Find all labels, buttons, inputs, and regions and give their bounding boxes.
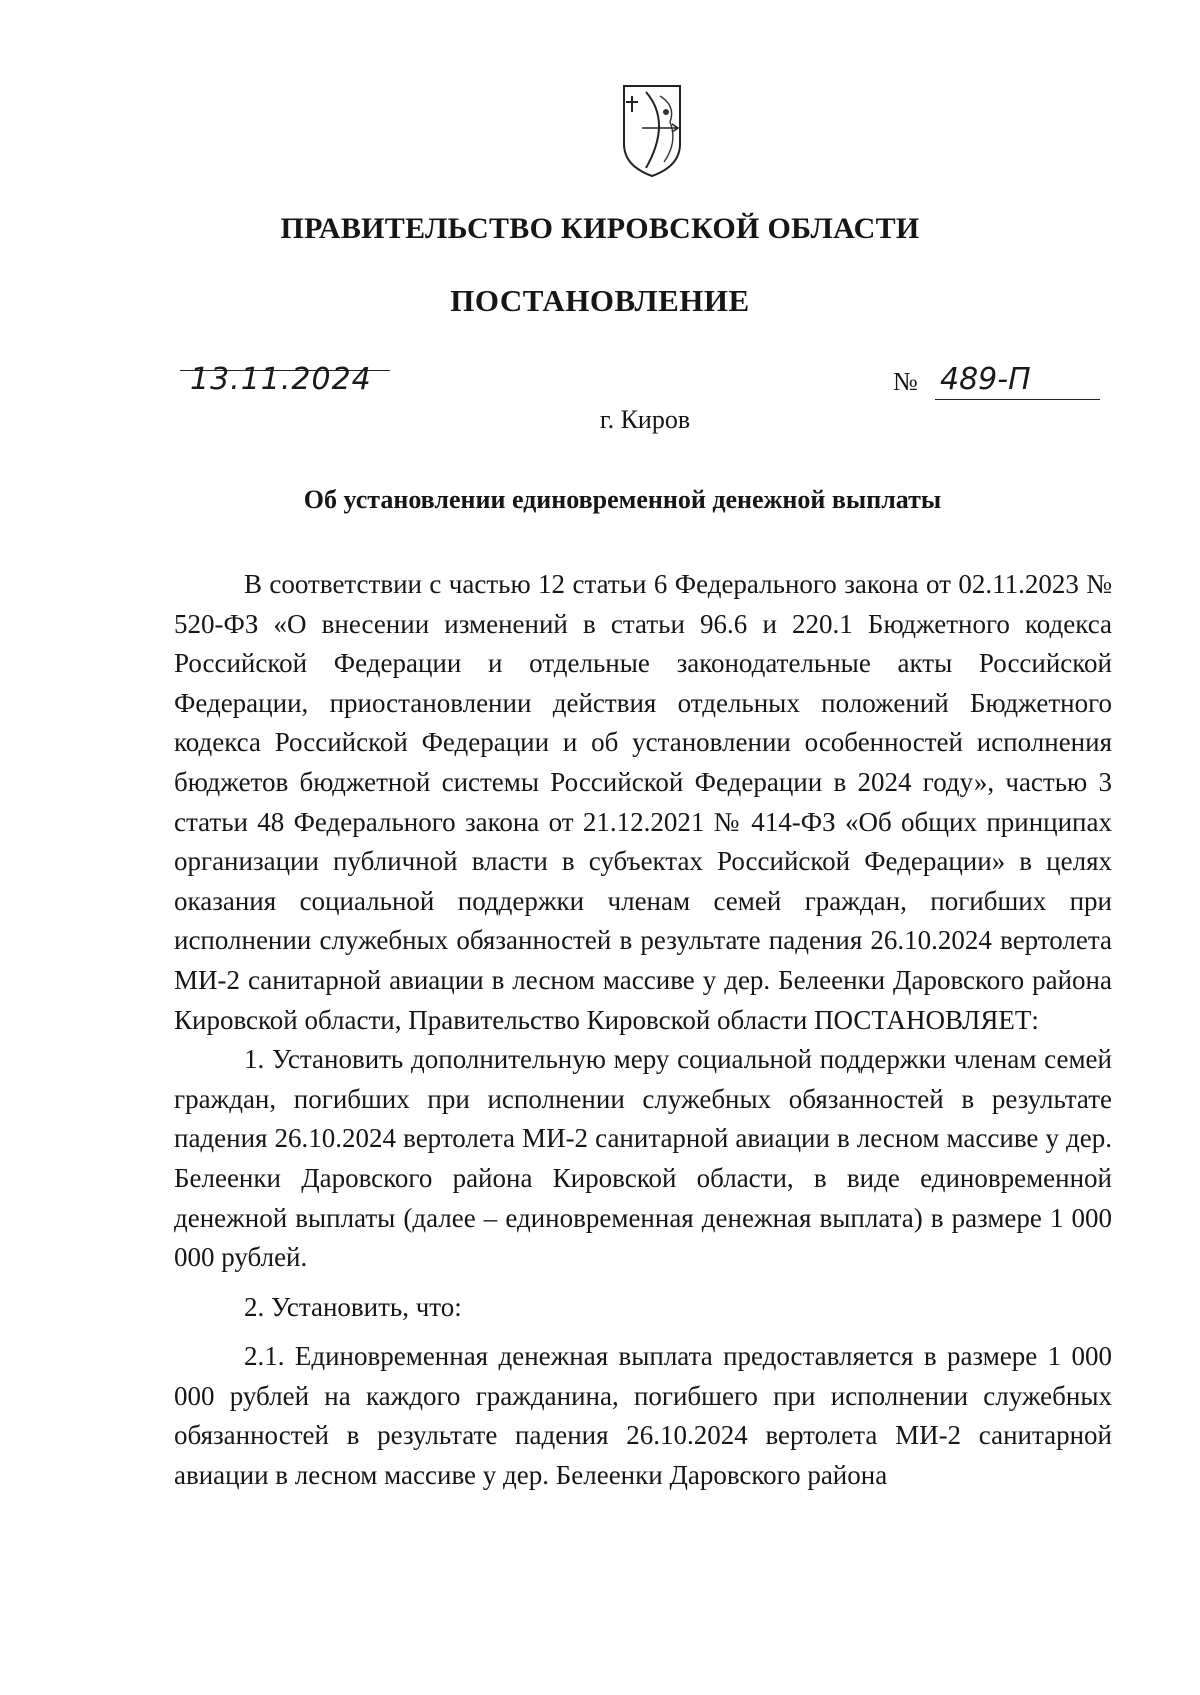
paragraph-preamble: В соответствии с частью 12 статьи 6 Федерального закона от 02.11.2023 № 520-ФЗ «О внесении изменений в статьи 96.6 и 220.1 Бюджетного кодекса Российской Федерации и отдельные законодательные акты Российской Федерации, приостановлении действия отдельных положений Бюджетного кодекса Российской Федерации и об установлении особенностей исполнения бюджетов бюджетной системы Российской Федерации в 2024 году», частью 3 статьи 48 Федерального закона от 21.12.2021 № 414-ФЗ «Об общих принципах организации публичной власти в субъектах Российской Федерации» в целях оказания социальной поддержки членам семей граждан, погибших при исполнении служебных обязанностей в результате падения 26.10.2024 вертолета МИ-2 санитарной авиации в лесном массиве у дер. Белеенки Даровского района Кировской области, Правительство Кировской области ПОСТАНОВЛЯЕТ: <box>174 569 1112 1035</box>
document-body <box>174 565 1112 1496</box>
paragraph-item-2: 2. Установить, что: <box>244 1291 462 1322</box>
document-type-heading: ПОСТАНОВЛЕНИЕ <box>450 283 750 318</box>
paragraph-item-2-1: 2.1. Единовременная денежная выплата предоставляется в размере 1 000 000 рублей на каждого гражданина, погибшего при исполнении служебных обязанностей в результате падения 26.10.2024 вертолета МИ-2 санитарной авиации в лесном массиве у дер. Белеенки Даровского района <box>174 1341 1112 1491</box>
document-date: 13.11.2024 <box>190 362 372 397</box>
number-underline <box>935 399 1100 400</box>
paragraph-item-1: 1. Установить дополнительную меру социальной поддержки членам семей граждан, погибших при исполнении служебных обязанностей в результате падения 26.10.2024 вертолета МИ-2 санитарной авиации в лесном массиве у дер. Белеенки Даровского района Кировской области, в виде единовременной денежной выплаты (далее – единовременная денежная выплата) в размере 1 000 000 рублей. <box>174 1044 1112 1273</box>
coat-of-arms-emblem <box>620 82 684 180</box>
number-label: № <box>893 367 918 396</box>
document-number: 489-П <box>940 362 1031 397</box>
organization-heading: ПРАВИТЕЛЬСТВО КИРОВСКОЙ ОБЛАСТИ <box>280 212 920 245</box>
city-name: г. Киров <box>599 405 691 434</box>
document-title: Об установлении единовременной денежной выплаты <box>303 485 942 514</box>
